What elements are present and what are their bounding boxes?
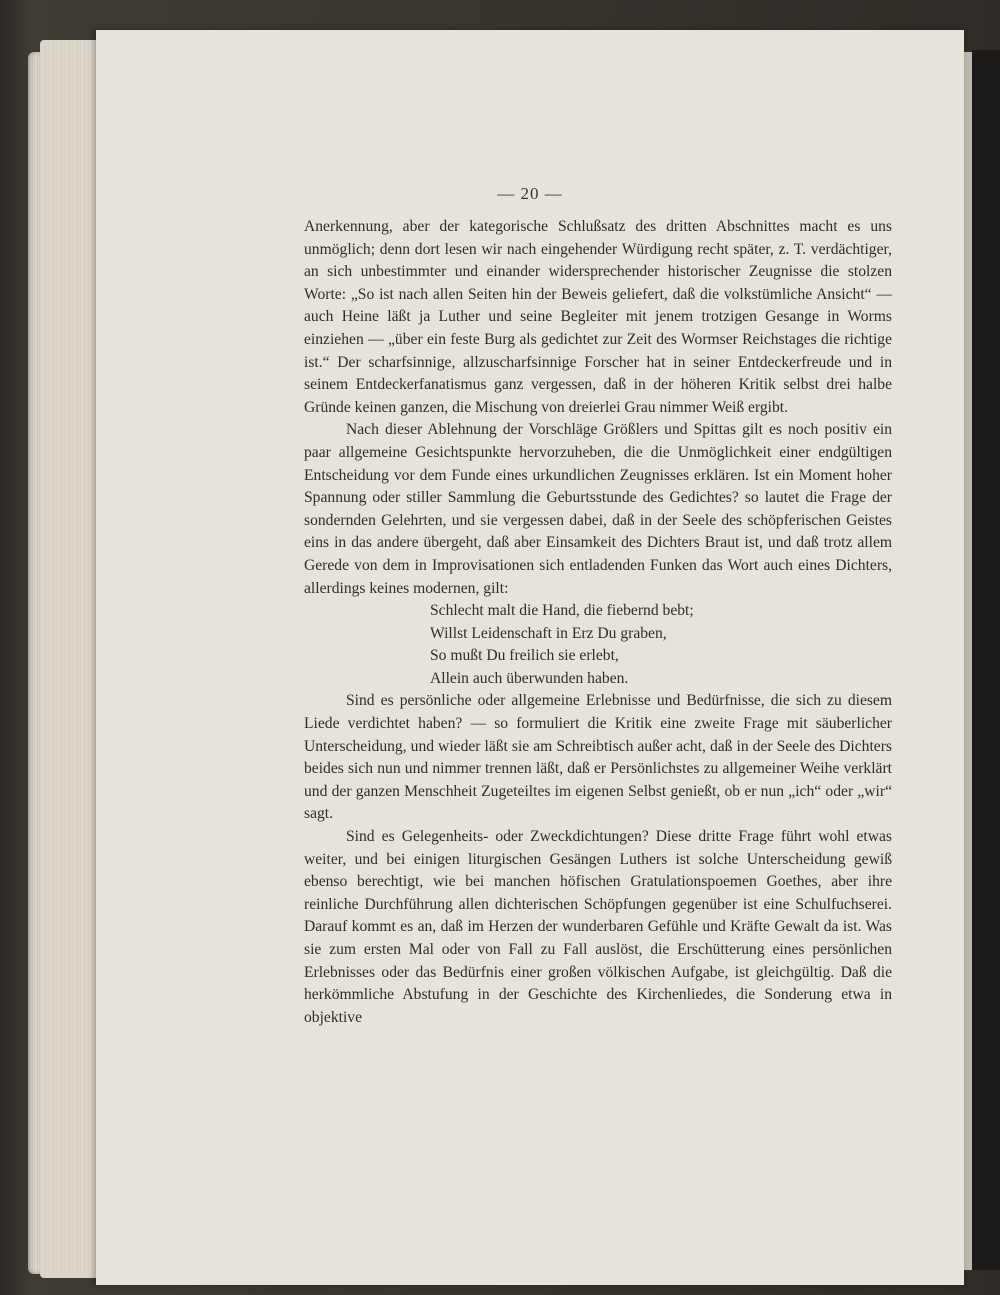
page-number: — 20 — [497, 184, 563, 203]
paragraph-3: Sind es persönliche oder allgemeine Erlebnisse und Bedürfnisse, die sich zu diesem Liede verdichtet haben? — so formuliert die Kritik eine zweite Frage mit säuberlicher Unterscheidung, und wieder läßt sie am Schreibtisch außer acht, daß in der Seele des Dichters beides sich nun und nimmer trennen läßt, daß er Persönlichstes zu allgemeiner Weihe verklärt und der ganzen Menschheit Zugeteiltes im eigenen Selbst genießt, ob er nun „ich“ oder „wir“ sagt. [304, 692, 892, 823]
page-body [304, 216, 892, 1029]
verse-line: Schlecht malt die Hand, die fiebernd bebt; [430, 602, 694, 620]
paragraph-2: Nach dieser Ablehnung der Vorschläge Größlers und Spittas gilt es noch positiv ein paar allgemeine Gesichtspunkte hervorzuheben, die die Unmöglichkeit einer endgültigen Entscheidung vor dem Funde eines urkundlichen Zeugnisses erklären. Ist ein Moment hoher Spannung oder stiller Sammlung die Geburtsstunde des Gedichtes? so lautet die Frage der sondernden Gelehrten, und sie vergessen dabei, daß in der Seele des schöpferischen Geistes eins in das andere übergeht, daß aber Einsamkeit des Dichters Braut ist, und daß trotz allem Gerede von dem in Improvisationen sich entladenden Funken das Wort auch eines Dichters, allerdings keines modernen, gilt: [304, 421, 892, 597]
verse-line: Willst Leidenschaft in Erz Du graben, [430, 624, 667, 642]
book-page [96, 30, 964, 1285]
facing-page-edge [964, 52, 972, 1270]
paragraph-4: Sind es Gelegenheits- oder Zweckdichtungen? Diese dritte Frage führt wohl etwas weiter, und bei einigen liturgischen Gesängen Luthers ist solche Unterscheidung gewiß ebenso berechtigt, wie bei manchen höfischen Gratulationspoemen Goethes, aber ihre reinliche Durchführung allen dichterischen Schöpfungen gegenüber ist eine Schulfuchserei. Darauf kommt es an, daß im Herzen der wunderbaren Gefühle und Kräfte Gewalt da ist. Was sie zum ersten Mal oder von Fall zu Fall auslöst, die Erschütterung eines persönlichen Erlebnisses oder das Bedürfnis einer großen völkischen Aufgabe, ist gleichgültig. Daß die herkömmliche Abstufung in der Geschichte des Kirchenliedes, die Sonderung etwa in objektive [304, 828, 892, 1026]
verse-line: So mußt Du freilich sie erlebt, [430, 647, 619, 665]
verse-quote [430, 600, 892, 690]
paragraph-1: Anerkennung, aber der kategorische Schlußsatz des dritten Abschnittes macht es uns unmöglich; denn dort lesen wir nach eingehender Würdigung recht später, z. T. verdächtiger, an sich unbestimmter und einander widersprechender historischer Zeugnisse die stolzen Worte: „So ist nach allen Seiten hin der Beweis geliefert, daß die volkstümliche Ansicht“ — auch Heine läßt ja Luther und seine Begleiter mit jenem trotzigen Gesange in Worms einziehen — „über ein feste Burg als gedichtet zur Zeit des Wormser Reichstages die richtige ist.“ Der scharfsinnige, allzuscharfsinnige Forscher hat in seiner Entdeckerfreude und in seinem Entdeckerfanatismus ganz vergessen, daß in der höheren Kritik selbst drei halbe Gründe keinen ganzen, die Mischung von dreierlei Grau nimmer Weiß ergibt. [304, 218, 892, 416]
scan-border [972, 50, 1000, 1270]
verse-line: Allein auch überwunden haben. [430, 669, 629, 687]
